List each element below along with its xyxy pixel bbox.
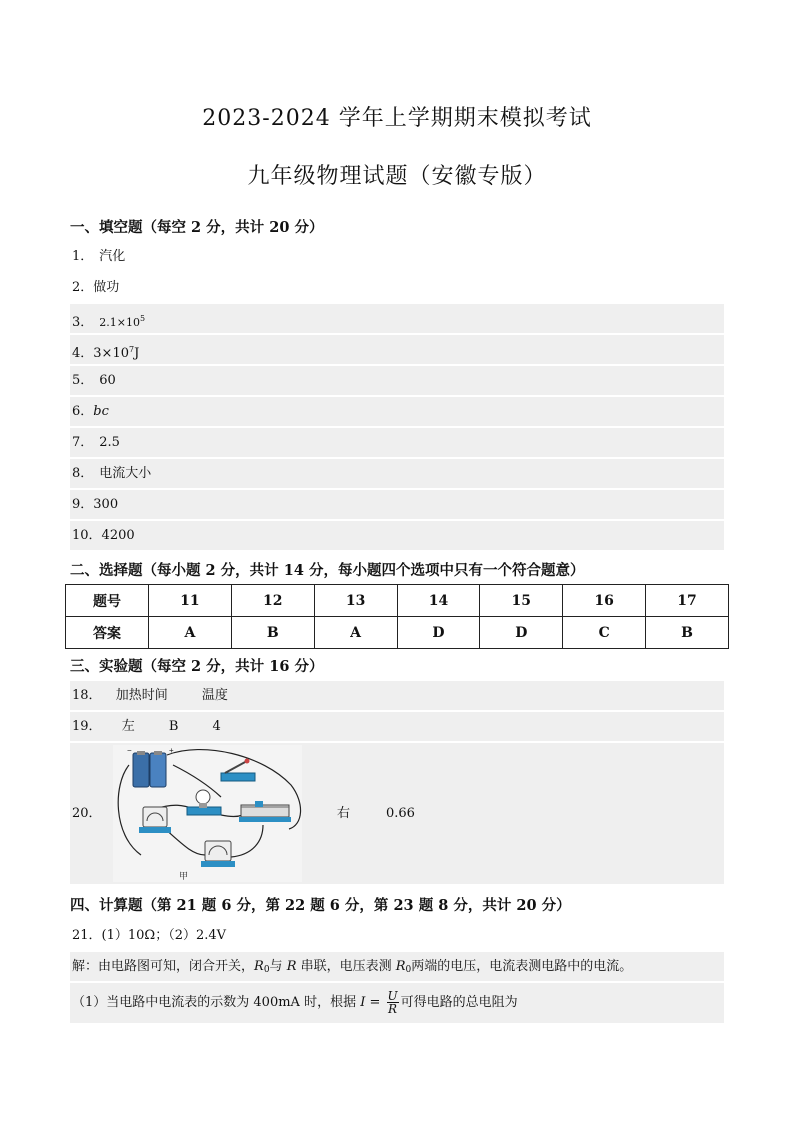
section-fill-blank-heading: 一、填空题（每空 2 分，共计 20 分） bbox=[70, 219, 324, 236]
answer-text: 0.66 bbox=[386, 806, 415, 821]
answer-row-4 bbox=[70, 335, 724, 364]
answer-text: 温度 bbox=[201, 688, 228, 703]
table-cell: 11 bbox=[149, 585, 232, 617]
answer-text: bc bbox=[93, 404, 109, 419]
answer-text: 右 bbox=[337, 806, 351, 821]
solution-step-1 bbox=[70, 983, 724, 1023]
answer-text: 3×10 bbox=[93, 346, 129, 361]
table-cell: A bbox=[149, 617, 232, 649]
section-choice-heading: 二、选择题（每小题 2 分，共计 14 分，每小题四个选项中只有一个符合题意） bbox=[70, 562, 585, 579]
answer-text: 做功 bbox=[93, 280, 120, 295]
table-cell: C bbox=[563, 617, 646, 649]
answer-text: 电流大小 bbox=[99, 466, 152, 481]
question-number: 19． bbox=[72, 719, 102, 734]
answer-table bbox=[65, 584, 729, 649]
solution-text: 串联，电压表测 bbox=[296, 959, 396, 974]
wire bbox=[221, 815, 243, 817]
table-cell: 14 bbox=[397, 585, 480, 617]
question-number: 2． bbox=[72, 280, 94, 295]
answer-text: 汽化 bbox=[99, 249, 126, 264]
variable-subscript: 0 bbox=[263, 965, 270, 975]
section-calculation-heading: 四、计算题（第 21 题 6 分，第 22 题 6 分，第 23 题 8 分，共计 20 分） bbox=[70, 897, 571, 914]
voltmeter-icon bbox=[201, 841, 235, 867]
circuit-diagram bbox=[113, 745, 302, 882]
solution-intro bbox=[70, 952, 724, 981]
variable-r0: R bbox=[254, 959, 264, 974]
variable-r: R bbox=[286, 959, 297, 974]
fraction-denominator: R bbox=[388, 1002, 398, 1016]
formula-current: I bbox=[360, 995, 366, 1010]
circuit-drawing bbox=[113, 745, 302, 882]
table-cell: 15 bbox=[480, 585, 563, 617]
answer-text: 2.5 bbox=[99, 435, 120, 450]
variable-r0: R bbox=[395, 959, 406, 974]
answer-row-9 bbox=[70, 490, 724, 519]
answer-text: 4200 bbox=[101, 528, 135, 543]
variable-subscript: 0 bbox=[405, 965, 412, 975]
switch-icon bbox=[221, 759, 255, 782]
lamp-icon bbox=[187, 790, 221, 815]
table-header-question: 题号 bbox=[66, 585, 149, 617]
answer-row-7 bbox=[70, 428, 724, 457]
answer-text: 21．(1）10Ω；（2）2.4V bbox=[72, 928, 227, 943]
table-cell: D bbox=[480, 617, 563, 649]
figure-label: 甲 bbox=[179, 871, 189, 881]
question-number: 9． bbox=[72, 497, 94, 512]
answer-text: 300 bbox=[93, 497, 119, 512]
document-title: 2023-2024 学年上学期期末模拟考试 bbox=[202, 106, 592, 131]
document-subtitle: 九年级物理试题（安徽专版） bbox=[247, 164, 547, 189]
answer-text: 2.1×10 bbox=[99, 316, 140, 329]
table-cell: 13 bbox=[314, 585, 397, 617]
battery-plus-label: + bbox=[169, 746, 174, 755]
question-number: 10． bbox=[72, 528, 102, 543]
formula-fraction bbox=[387, 990, 399, 1015]
ammeter-icon bbox=[139, 807, 171, 833]
solution-text: （1）当电路中电流表的示数为 400mA 时，根据 bbox=[72, 995, 361, 1010]
table-header-answer: 答案 bbox=[66, 617, 149, 649]
question-number: 3． bbox=[72, 315, 94, 330]
section-experiment-heading: 三、实验题（每空 2 分，共计 16 分） bbox=[70, 658, 324, 675]
question-number: 18． bbox=[72, 688, 102, 703]
rheostat-icon bbox=[239, 801, 291, 822]
answer-text: 左 bbox=[121, 719, 135, 734]
table-row-answers bbox=[66, 617, 729, 649]
wire bbox=[231, 825, 263, 857]
table-cell: D bbox=[397, 617, 480, 649]
answer-row-5 bbox=[70, 366, 724, 395]
answer-row-2 bbox=[70, 273, 724, 302]
answer-row-18 bbox=[70, 681, 724, 710]
answer-row-3 bbox=[70, 304, 724, 333]
answer-row-19 bbox=[70, 712, 724, 741]
answer-text: 加热时间 bbox=[115, 688, 168, 703]
battery-minus-label: − bbox=[127, 746, 132, 755]
question-number: 5． bbox=[72, 373, 94, 388]
solution-text: 可得电路的总电阻为 bbox=[400, 995, 518, 1010]
answer-exponent: 5 bbox=[140, 314, 146, 323]
fraction-numerator: U bbox=[387, 989, 398, 1003]
answer-text: 4 bbox=[212, 719, 221, 734]
table-cell: 17 bbox=[646, 585, 729, 617]
answer-row-8 bbox=[70, 459, 724, 488]
answer-row-10 bbox=[70, 521, 724, 550]
wire bbox=[173, 765, 221, 797]
answer-row-6 bbox=[70, 397, 724, 426]
table-row-questions bbox=[66, 585, 729, 617]
solution-text: 两端的电压，电流表测电路中的电流。 bbox=[411, 959, 633, 974]
battery-icon bbox=[133, 751, 166, 787]
table-cell: 16 bbox=[563, 585, 646, 617]
question-number: 4． bbox=[72, 346, 94, 361]
question-number: 6． bbox=[72, 404, 94, 419]
answer-exponent: 7 bbox=[129, 345, 135, 354]
solution-text: 解：由电路图可知，闭合开关， bbox=[72, 959, 255, 974]
question-number: 7． bbox=[72, 435, 94, 450]
formula-equals: = bbox=[365, 995, 385, 1010]
table-cell: B bbox=[231, 617, 314, 649]
table-cell: B bbox=[646, 617, 729, 649]
table-cell: 12 bbox=[231, 585, 314, 617]
question-number: 8． bbox=[72, 466, 94, 481]
solution-text: 与 bbox=[269, 959, 287, 974]
answer-row-1 bbox=[70, 242, 724, 271]
answer-text: B bbox=[168, 719, 179, 734]
answer-row-21-summary bbox=[70, 921, 724, 950]
question-number: 20． bbox=[72, 806, 102, 821]
answer-text: 60 bbox=[99, 373, 116, 388]
question-number: 1． bbox=[72, 249, 94, 264]
table-cell: A bbox=[314, 617, 397, 649]
answer-unit: J bbox=[134, 346, 140, 361]
